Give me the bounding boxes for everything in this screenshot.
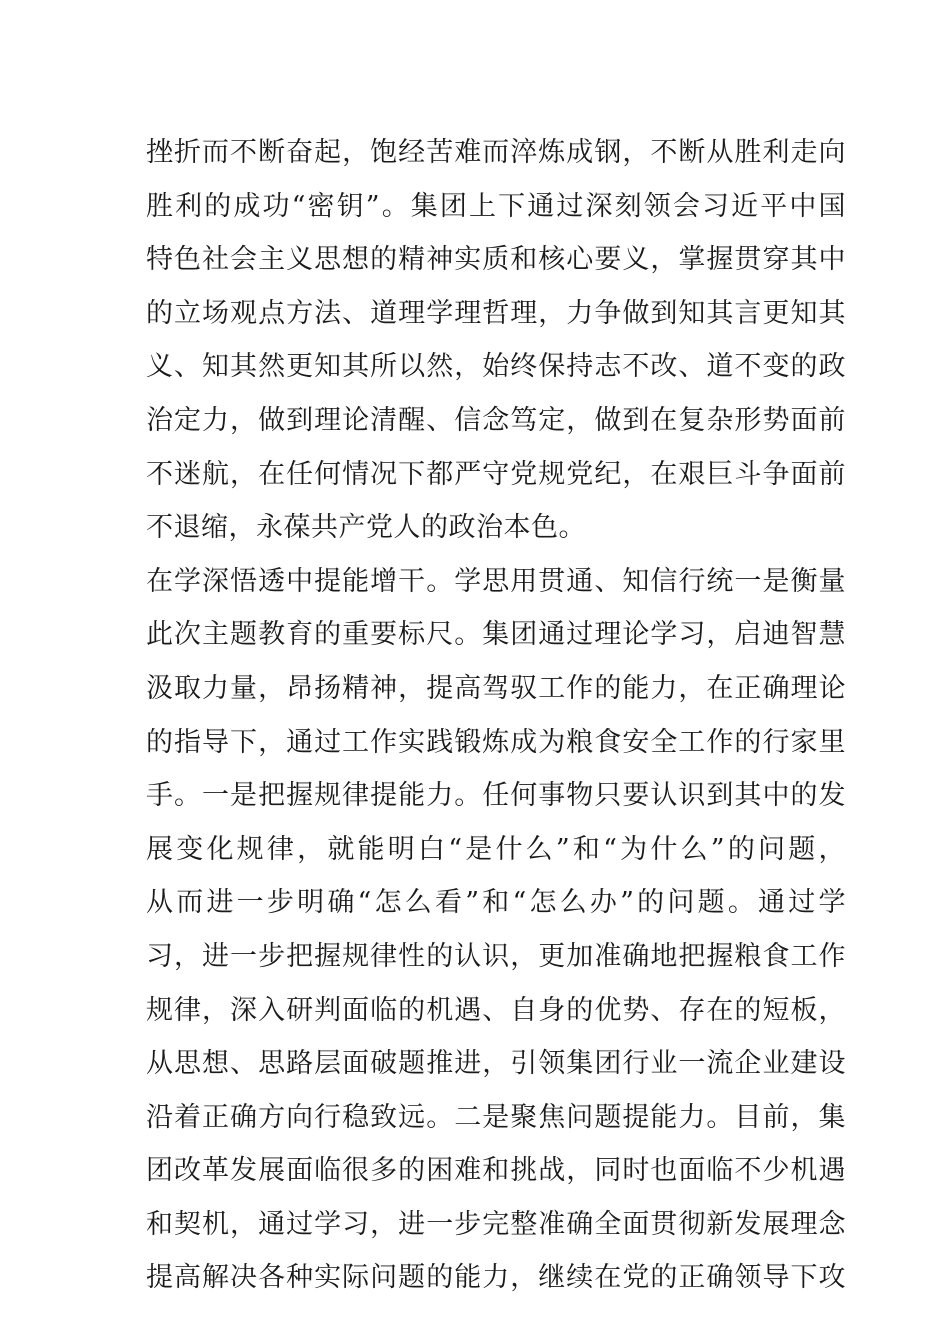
text-line: 胜利的成功“密钥”。集团上下通过深刻领会习近平中国 — [146, 190, 846, 222]
text-line: 提高解决各种实际问题的能力，继续在党的正确领导下攻 — [146, 1262, 846, 1294]
text-line: 的指导下，通过工作实践锻炼成为粮食安全工作的行家里 — [146, 726, 846, 758]
text-line: 从思想、思路层面破题推进，引领集团行业一流企业建设 — [146, 1048, 846, 1080]
text-line: 从而进一步明确“怎么看”和“怎么办”的问题。通过学 — [146, 887, 846, 919]
text-line: 挫折而不断奋起，饱经苦难而淬炼成钢，不断从胜利走向 — [146, 137, 846, 168]
text-line: 义、知其然更知其所以然，始终保持志不改、道不变的政 — [146, 351, 846, 383]
text-line: 在学深悟透中提能增干。学思用贯通、知信行统一是衡量 — [146, 565, 846, 597]
text-line: 规律，深入研判面临的机遇、自身的优势、存在的短板， — [146, 994, 846, 1026]
body-text — [146, 126, 846, 1305]
text-line: 团改革发展面临很多的困难和挑战，同时也面临不少机遇 — [146, 1155, 846, 1187]
text-line: 的立场观点方法、道理学理哲理，力争做到知其言更知其 — [146, 297, 846, 329]
text-line: 和契机，通过学习，进一步完整准确全面贯彻新发展理念 — [146, 1208, 846, 1240]
text-line: 特色社会主义思想的精神实质和核心要义，掌握贯穿其中 — [146, 244, 846, 276]
text-line: 手。一是把握规律提能力。任何事物只要认识到其中的发 — [146, 780, 846, 812]
paragraph-end-line: 不退缩，永葆共产党人的政治本色。 — [146, 512, 586, 544]
text-line: 不迷航，在任何情况下都严守党规党纪，在艰巨斗争面前 — [146, 458, 846, 490]
text-line: 汲取力量，昂扬精神，提高驾驭工作的能力，在正确理论 — [146, 672, 846, 704]
text-line: 展变化规律，就能明白“是什么”和“为什么”的问题， — [146, 833, 846, 865]
text-line: 治定力，做到理论清醒、信念笃定，做到在复杂形势面前 — [146, 404, 846, 436]
text-line: 习，进一步把握规律性的认识，更加准确地把握粮食工作 — [146, 940, 846, 972]
text-line: 沿着正确方向行稳致远。二是聚焦问题提能力。目前，集 — [146, 1101, 846, 1133]
text-line: 此次主题教育的重要标尺。集团通过理论学习，启迪智慧 — [146, 619, 846, 651]
